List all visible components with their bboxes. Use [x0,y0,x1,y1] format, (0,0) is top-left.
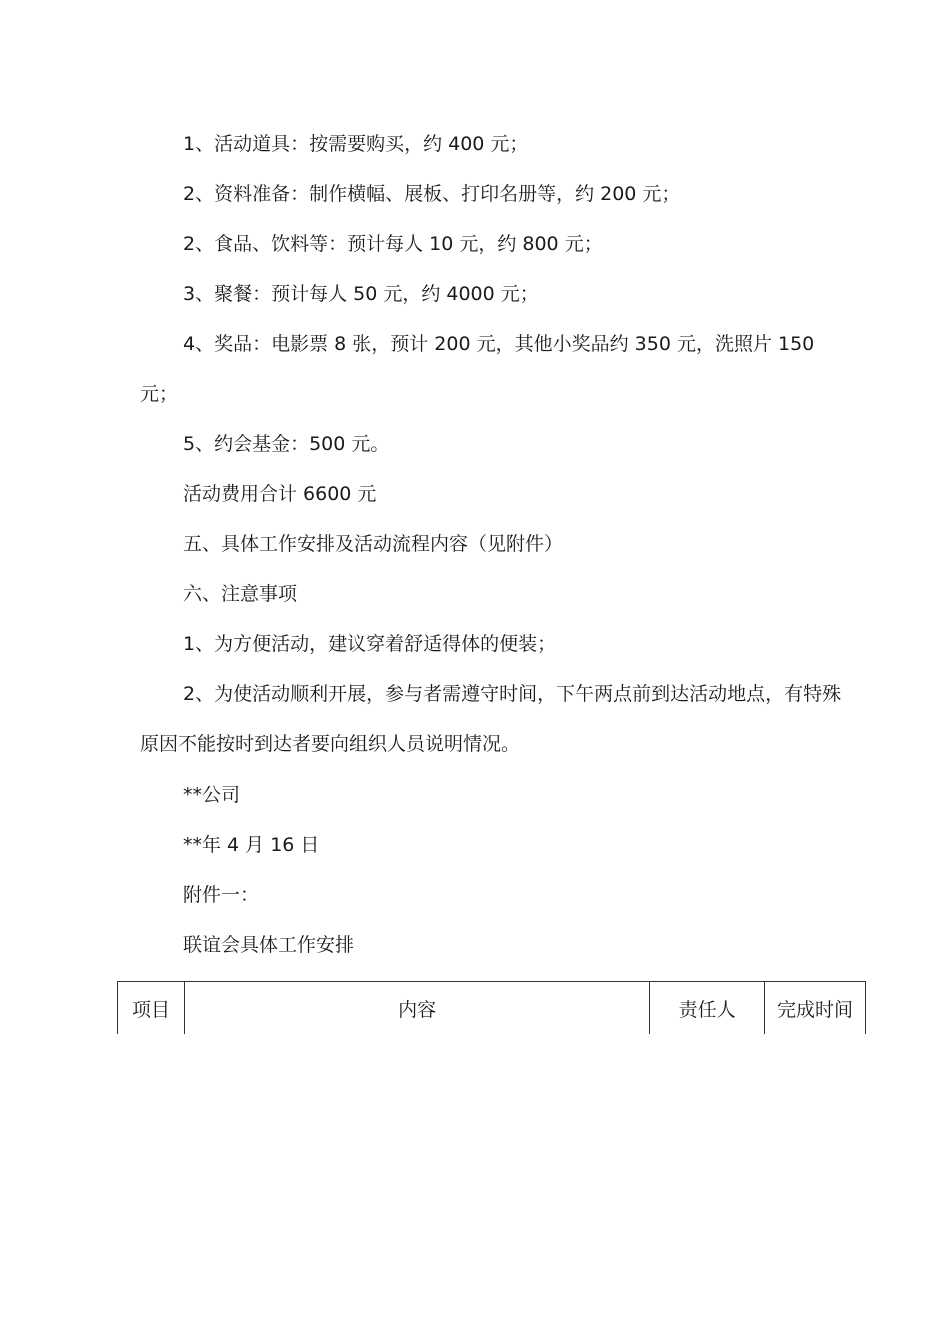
company-signature: **公司 [183,784,241,806]
table-header-content: 内容 [184,982,649,1035]
table-header-owner: 责任人 [650,982,765,1035]
paragraph-budget-materials: 2、资料准备：制作横幅、展板、打印名册等，约 200 元； [183,183,681,205]
paragraph-budget-date-fund: 5、约会基金：500 元。 [183,433,390,455]
paragraph-budget-prizes: 4、奖品：电影票 8 张，预计 200 元，其他小奖品约 350 元，洗照片 150 元； [140,333,815,405]
paragraph-budget-dinner: 3、聚餐：预计每人 50 元，约 4000 元； [183,283,539,305]
section-heading-notes: 六、注意事项 [183,583,298,605]
paragraph-budget-props: 1、活动道具：按需要购买，约 400 元； [183,133,529,155]
paragraph-note-time: 2、为使活动顺利开展，参与者需遵守时间，下午两点前到达活动地点，有特殊原因不能按时到达者要向组织人员说明情况。 [140,683,842,755]
attachment-title: 联谊会具体工作安排 [183,934,355,956]
work-arrangement-table [117,981,866,1034]
paragraph-budget-total: 活动费用合计 6600 元 [183,483,377,505]
table-header-deadline: 完成时间 [765,982,866,1035]
paragraph-budget-food: 2、食品、饮料等：预计每人 10 元，约 800 元； [183,233,603,255]
document-date: **年 4 月 16 日 [183,834,320,856]
section-heading-schedule: 五、具体工作安排及活动流程内容（见附件） [183,533,564,555]
table-header-row [118,982,866,1035]
paragraph-note-dress: 1、为方便活动，建议穿着舒适得体的便装； [183,633,557,655]
attachment-label: 附件一： [183,884,260,906]
table-header-item: 项目 [118,982,185,1035]
